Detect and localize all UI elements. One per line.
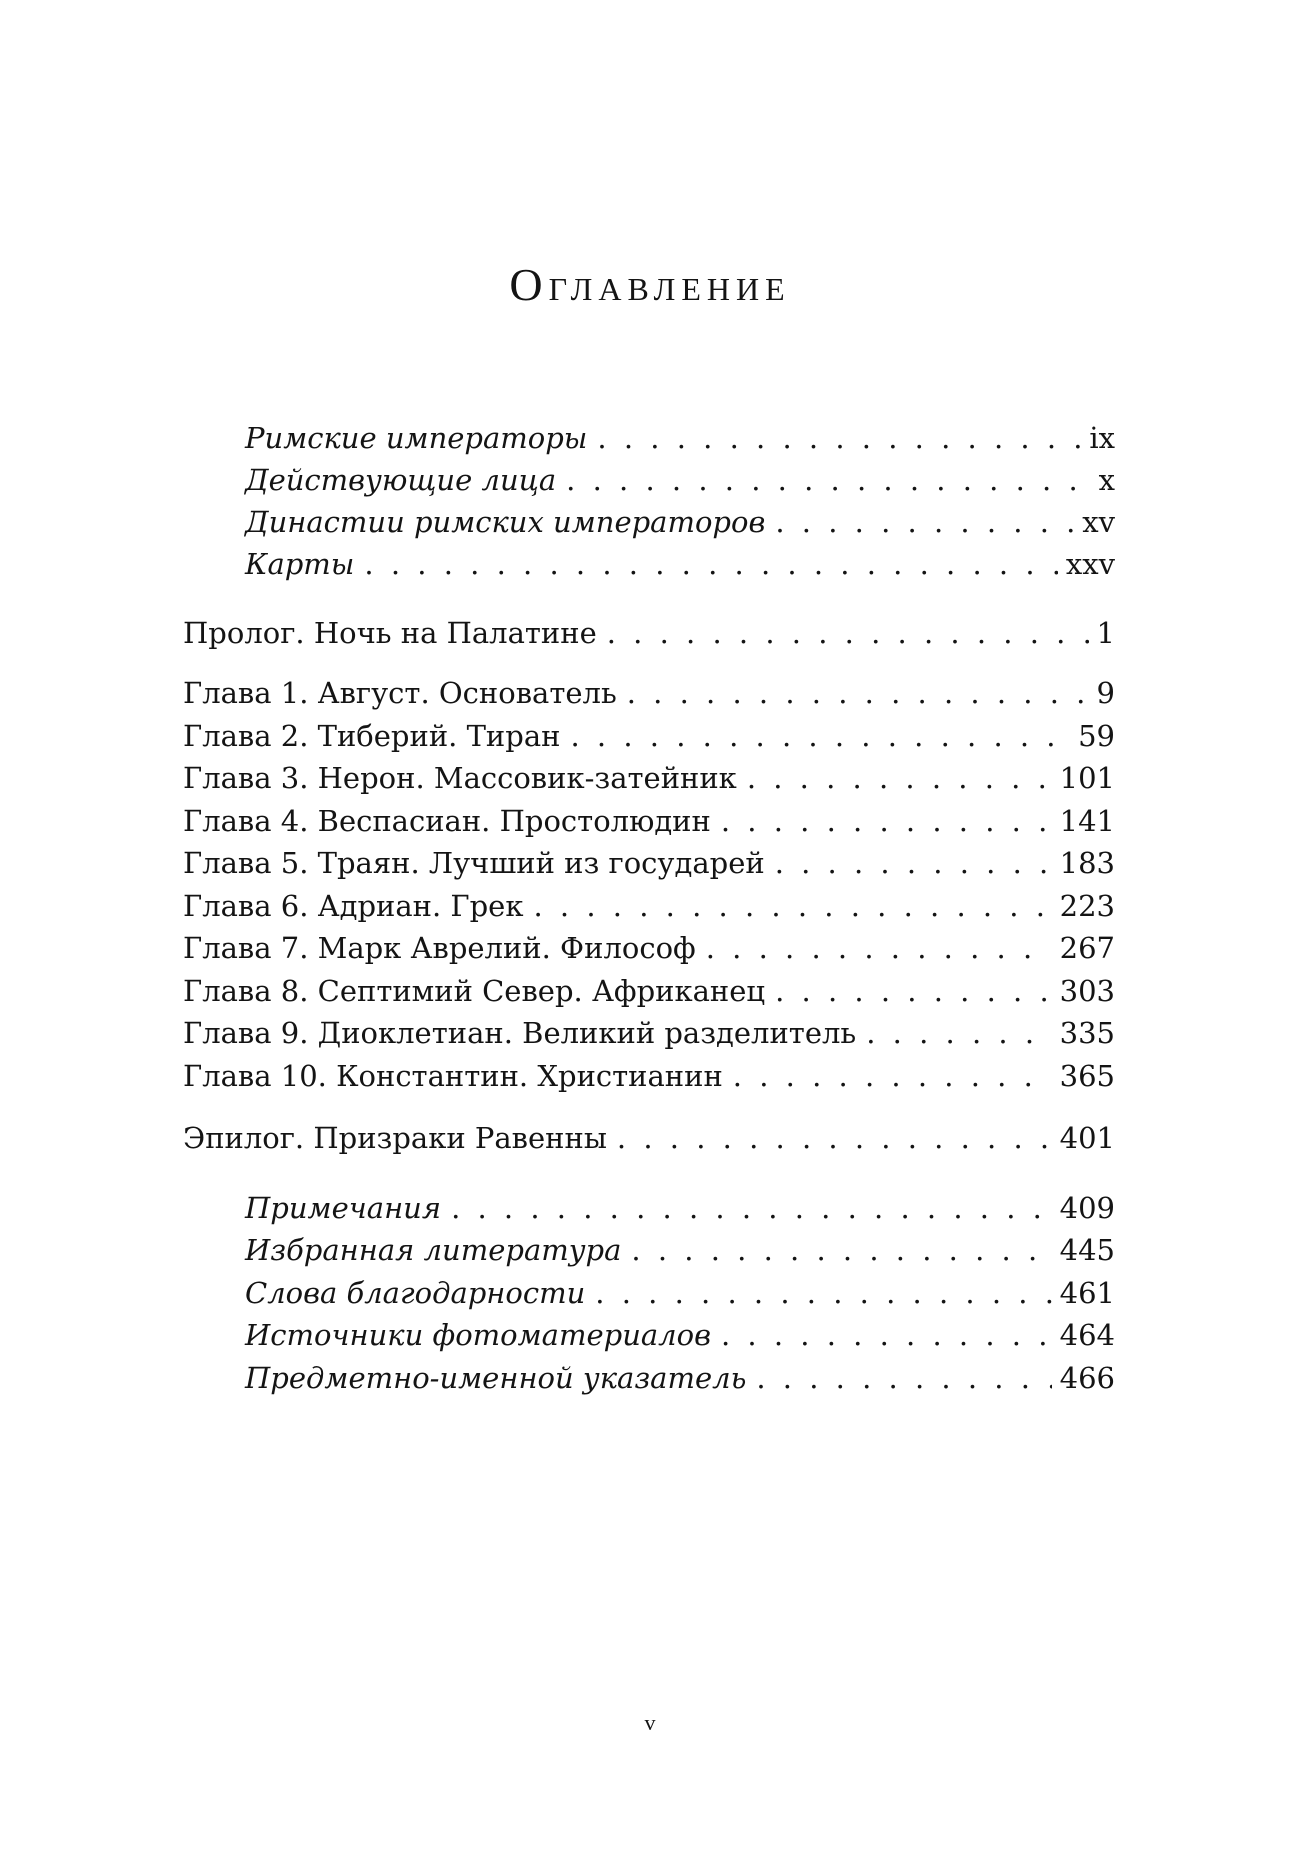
toc-entry-page: 335	[1052, 1008, 1115, 1058]
toc-entry-prologue[interactable]	[183, 608, 1115, 658]
toc-entry-title: Глава 8. Септимий Север. Африканец	[183, 974, 766, 1008]
toc-entry-page: 141	[1052, 796, 1115, 846]
page-number: v	[644, 1710, 656, 1735]
toc-entry-page: 101	[1052, 753, 1115, 803]
toc-entry-title: Династии римских императоров	[245, 505, 766, 539]
toc-entry-maps[interactable]	[245, 539, 1115, 589]
toc-entry-page: 1	[1089, 608, 1115, 658]
toc-entry-page: 461	[1052, 1268, 1115, 1318]
toc-entry-title: Избранная литература	[245, 1233, 622, 1267]
toc-entry-title: Глава 1. Август. Основатель	[183, 676, 617, 710]
toc-entry-title: Пролог. Ночь на Палатине	[183, 616, 597, 650]
toc-entry-title: Глава 9. Диоклетиан. Великий разделитель	[183, 1016, 857, 1050]
toc-entry-page: 466	[1052, 1353, 1115, 1403]
toc-entry-page: 59	[1070, 711, 1115, 761]
toc-entry-page: 267	[1052, 923, 1115, 973]
toc-entry-title: Действующие лица	[245, 463, 557, 497]
toc-entry-title: Глава 2. Тиберий. Тиран	[183, 719, 561, 753]
toc-entry-page: 445	[1052, 1225, 1115, 1275]
toc-entry-page: xxv	[1058, 539, 1115, 589]
toc-entry-page: 183	[1052, 838, 1115, 888]
toc-entry-title: Глава 10. Константин. Христианин	[183, 1059, 723, 1093]
dot-leader	[607, 1113, 1052, 1163]
toc-entry-page: 365	[1052, 1051, 1115, 1101]
toc-entry-index[interactable]	[245, 1353, 1115, 1403]
toc-entry-title: Слова благодарности	[245, 1276, 586, 1310]
toc-entry-title: Глава 7. Марк Аврелий. Философ	[183, 931, 696, 965]
toc-entry-title: Карты	[245, 547, 355, 581]
toc-entry-page: ix	[1081, 413, 1115, 463]
dot-leader	[723, 1051, 1052, 1101]
toc-entry-title: Примечания	[245, 1191, 442, 1225]
toc-entry-page: x	[1091, 455, 1115, 505]
toc-entry-title: Римские императоры	[245, 421, 588, 455]
toc-entry-page: 9	[1089, 668, 1115, 718]
toc-entry-epilogue[interactable]	[183, 1113, 1115, 1163]
toc-entry-title: Глава 4. Веспасиан. Простолюдин	[183, 804, 711, 838]
toc-entry-title: Глава 5. Траян. Лучший из государей	[183, 846, 765, 880]
toc-entry-page: xv	[1074, 497, 1115, 547]
toc-entry-page: 303	[1052, 966, 1115, 1016]
dot-leader	[746, 1353, 1051, 1403]
toc-entry-page: 464	[1052, 1310, 1115, 1360]
toc-entry-page: 401	[1052, 1113, 1115, 1163]
page-title: Оглавление	[509, 259, 791, 310]
dot-leader	[354, 539, 1057, 589]
toc-entry-title: Источники фотоматериалов	[245, 1318, 711, 1352]
toc-entry-title: Глава 3. Нерон. Массовик-затейник	[183, 761, 737, 795]
toc-entry-title: Эпилог. Призраки Равенны	[183, 1121, 607, 1155]
toc-entry-title: Предметно-именной указатель	[245, 1361, 747, 1395]
dot-leader	[597, 608, 1089, 658]
toc-entry-page: 409	[1052, 1183, 1115, 1233]
toc-entry-title: Глава 6. Адриан. Грек	[183, 889, 524, 923]
toc-entry-chapter-10[interactable]	[183, 1051, 1115, 1101]
toc-entry-page: 223	[1052, 881, 1115, 931]
